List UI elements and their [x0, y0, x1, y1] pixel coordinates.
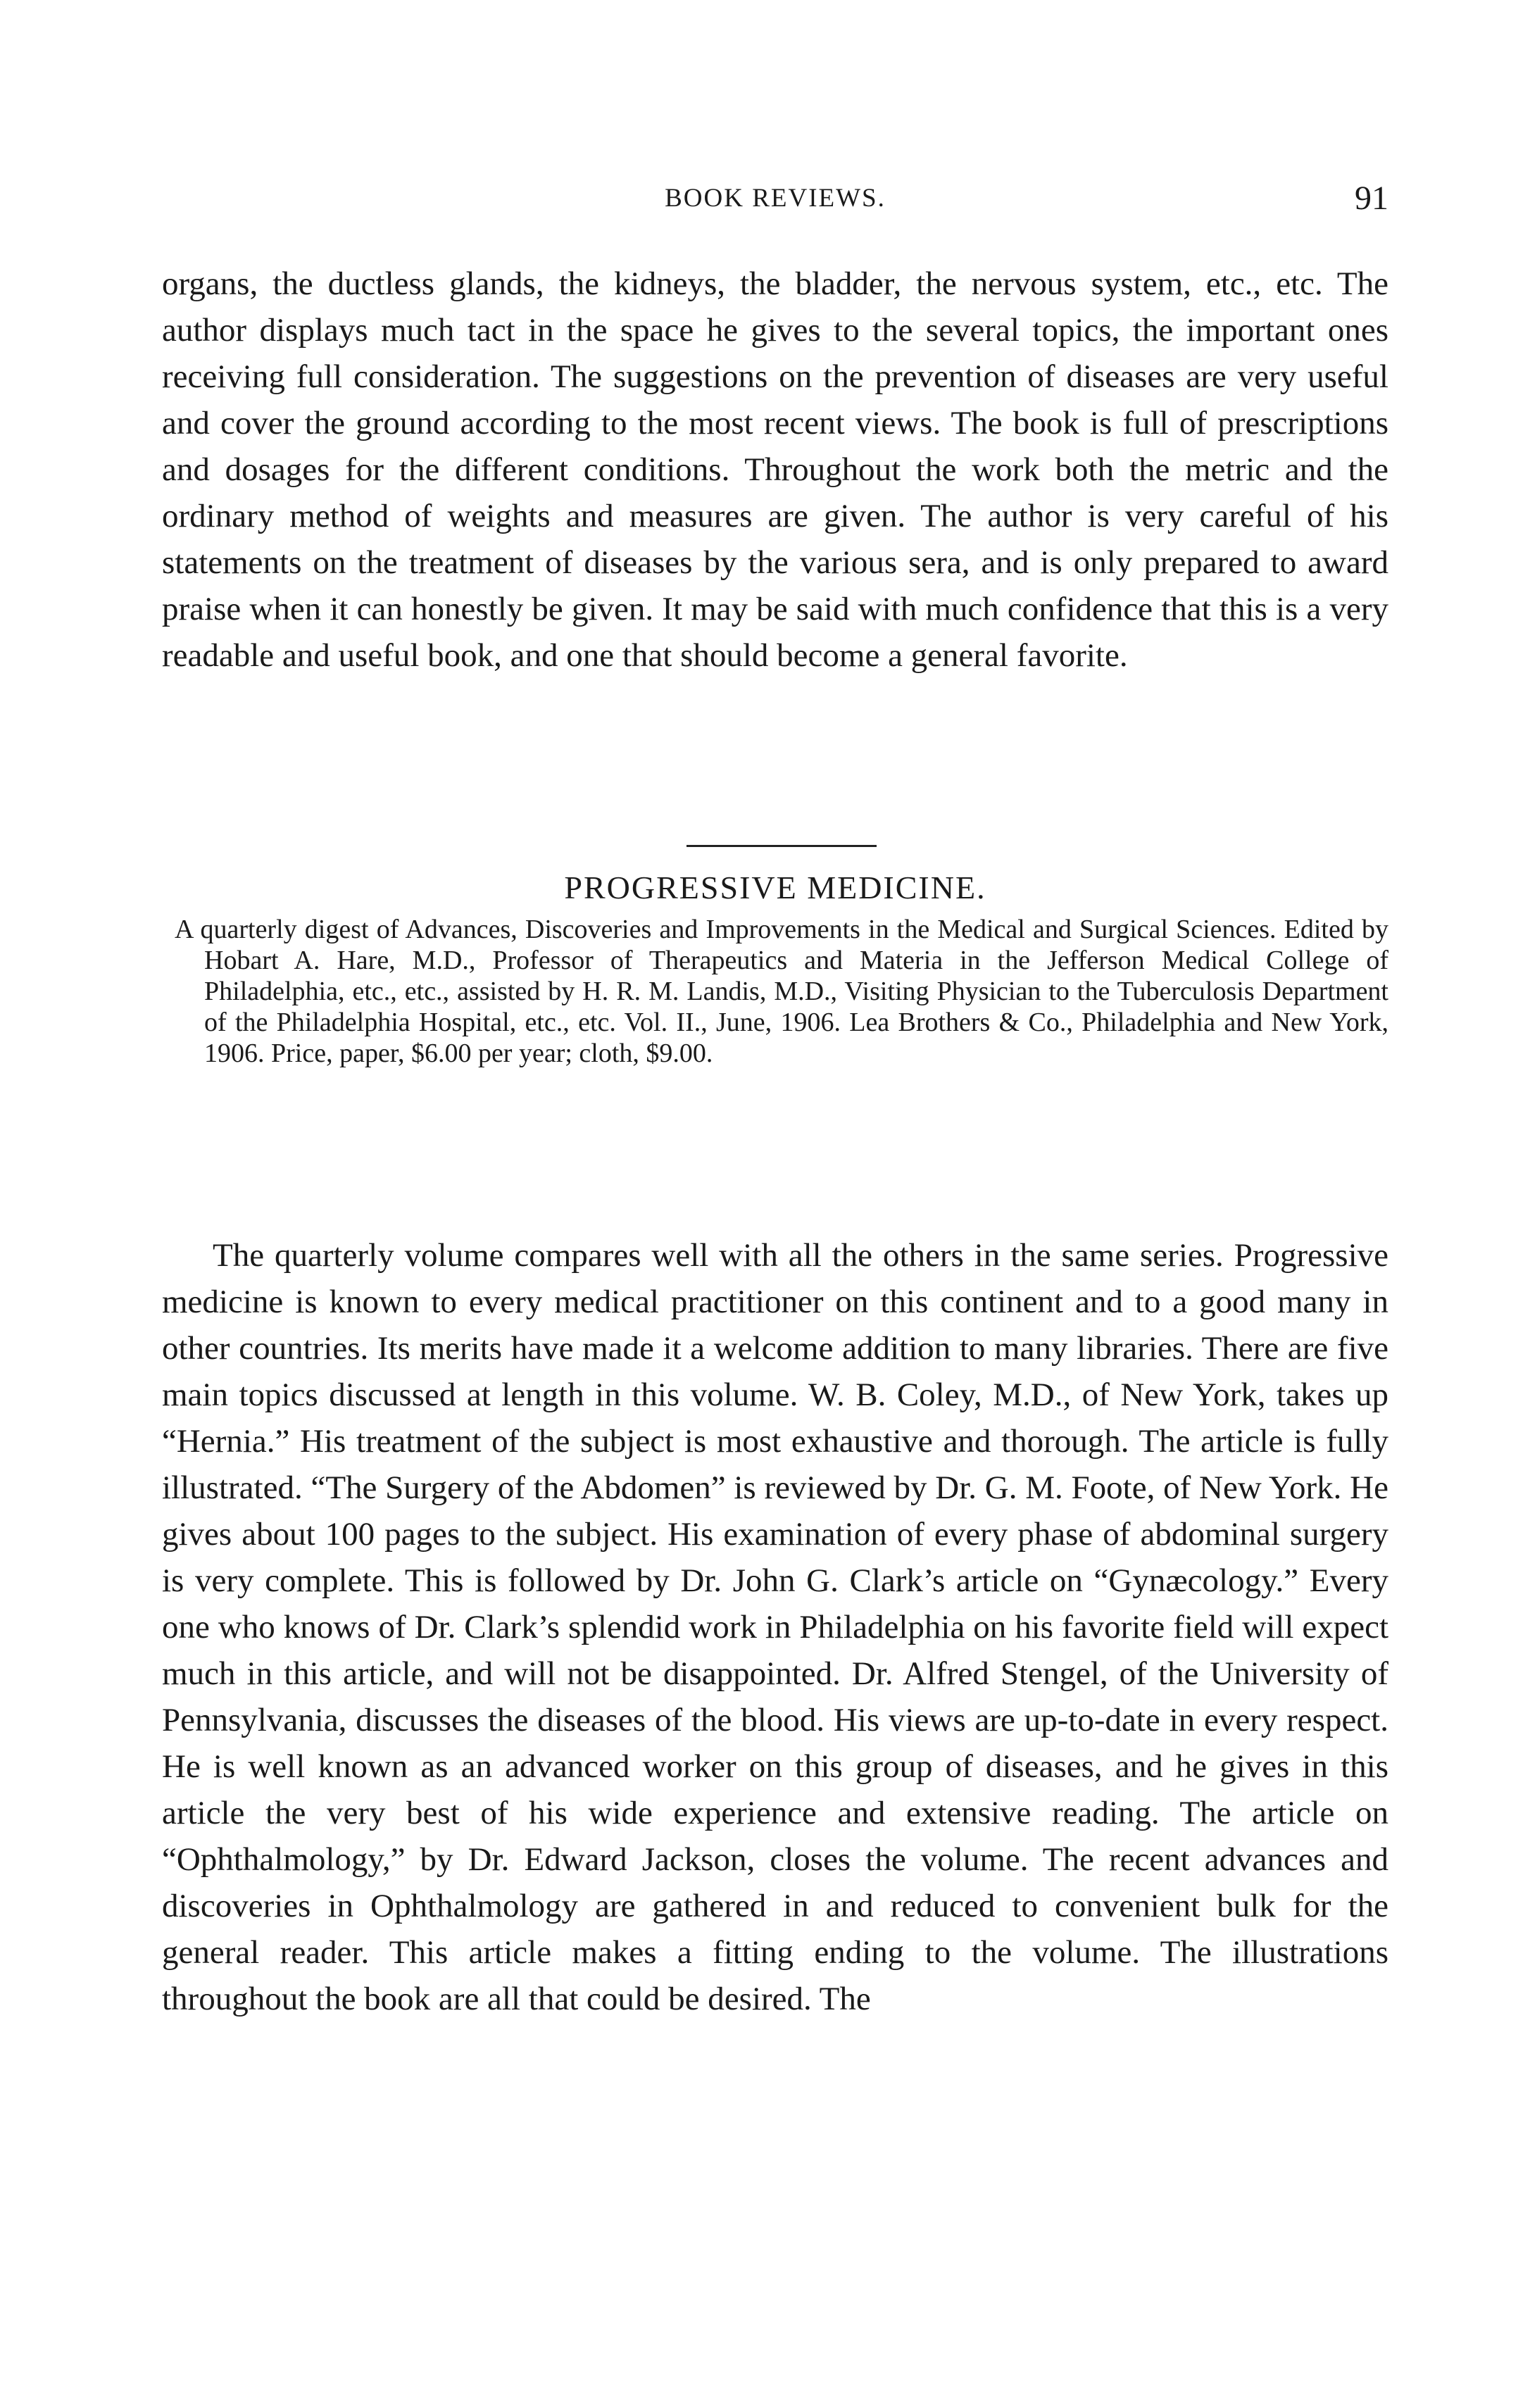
review-body: The quarterly volume compares well with all the others in the same series. Progressive medicine is known to every medical practitioner on this continent and to a good many in other countries. Its merits have made it a welcome addition to many libraries. There are five main topics discussed at length in this volume. W. B. Coley, M.D., of New York, takes up “Hernia.” His treatment of the subject is most exhaustive and thorough. The article is fully illustrated. “The Surgery of the Abdomen” is reviewed by Dr. G. M. Foote, of New York. He gives about 100 pages to the subject. His examination of every phase of abdominal surgery is very complete. This is followed by Dr. John G. Clark’s article on “Gynæcology.” Every one who knows of Dr. Clark’s splendid work in Philadelphia on his favorite field will expect much in this article, and will not be disappointed. Dr. Alfred Stengel, of the University of Pennsylvania, discusses the diseases of the blood. His views are up-to-date in every respect. He is well known as an advanced worker on this group of diseases, and he gives in this article the very best of his wide experience and extensive reading. The article on “Ophthalmology,” by Dr. Edward Jackson, closes the volume. The recent advances and discoveries in Ophthalmology are gathered in and reduced to convenient bulk for the general reader. This article makes a fitting ending to the volume. The illustrations throughout the book are all that could be desired. The [162, 1237, 1388, 2017]
running-head [162, 177, 1388, 220]
book-citation: A quarterly digest of Advances, Discoveries and Improvements in the Medical and Surgical Sciences. Edited by Hobart A. Hare, M.D., Professor of Therapeutics and Materia in the Jefferson Medical College of Philadelphia, etc., etc., assisted by H. R. M. Landis, M.D., Visiting Physician to the Tuberculosis Department of the Philadelphia Hospital, etc., etc. Vol. II., June, 1906. Lea Brothers & Co., Philadelphia and New York, 1906. Price, paper, $6.00 per year; cloth, $9.00. [175, 915, 1388, 1068]
page-number: 91 [1355, 180, 1388, 217]
continued-paragraph: organs, the ductless glands, the kidneys, the bladder, the nervous system, etc., etc. The author displays much tact in the space he gives to the several topics, the important ones receiving full consideration. The suggestions on the prevention of diseases are very useful and cover the ground according to the most recent views. The book is full of prescriptions and dosages for the different conditions. Throughout the work both the metric and the ordinary method of weights and measures are given. The author is very careful of his statements on the treatment of diseases by the various sera, and is only prepared to award praise when it can honestly be given. It may be said with much confidence that this is a very readable and useful book, and one that should become a general favorite. [162, 265, 1388, 674]
review-title: PROGRESSIVE MEDICINE. [564, 870, 986, 905]
running-title: BOOK REVIEWS. [665, 184, 886, 213]
section-divider [686, 845, 877, 847]
